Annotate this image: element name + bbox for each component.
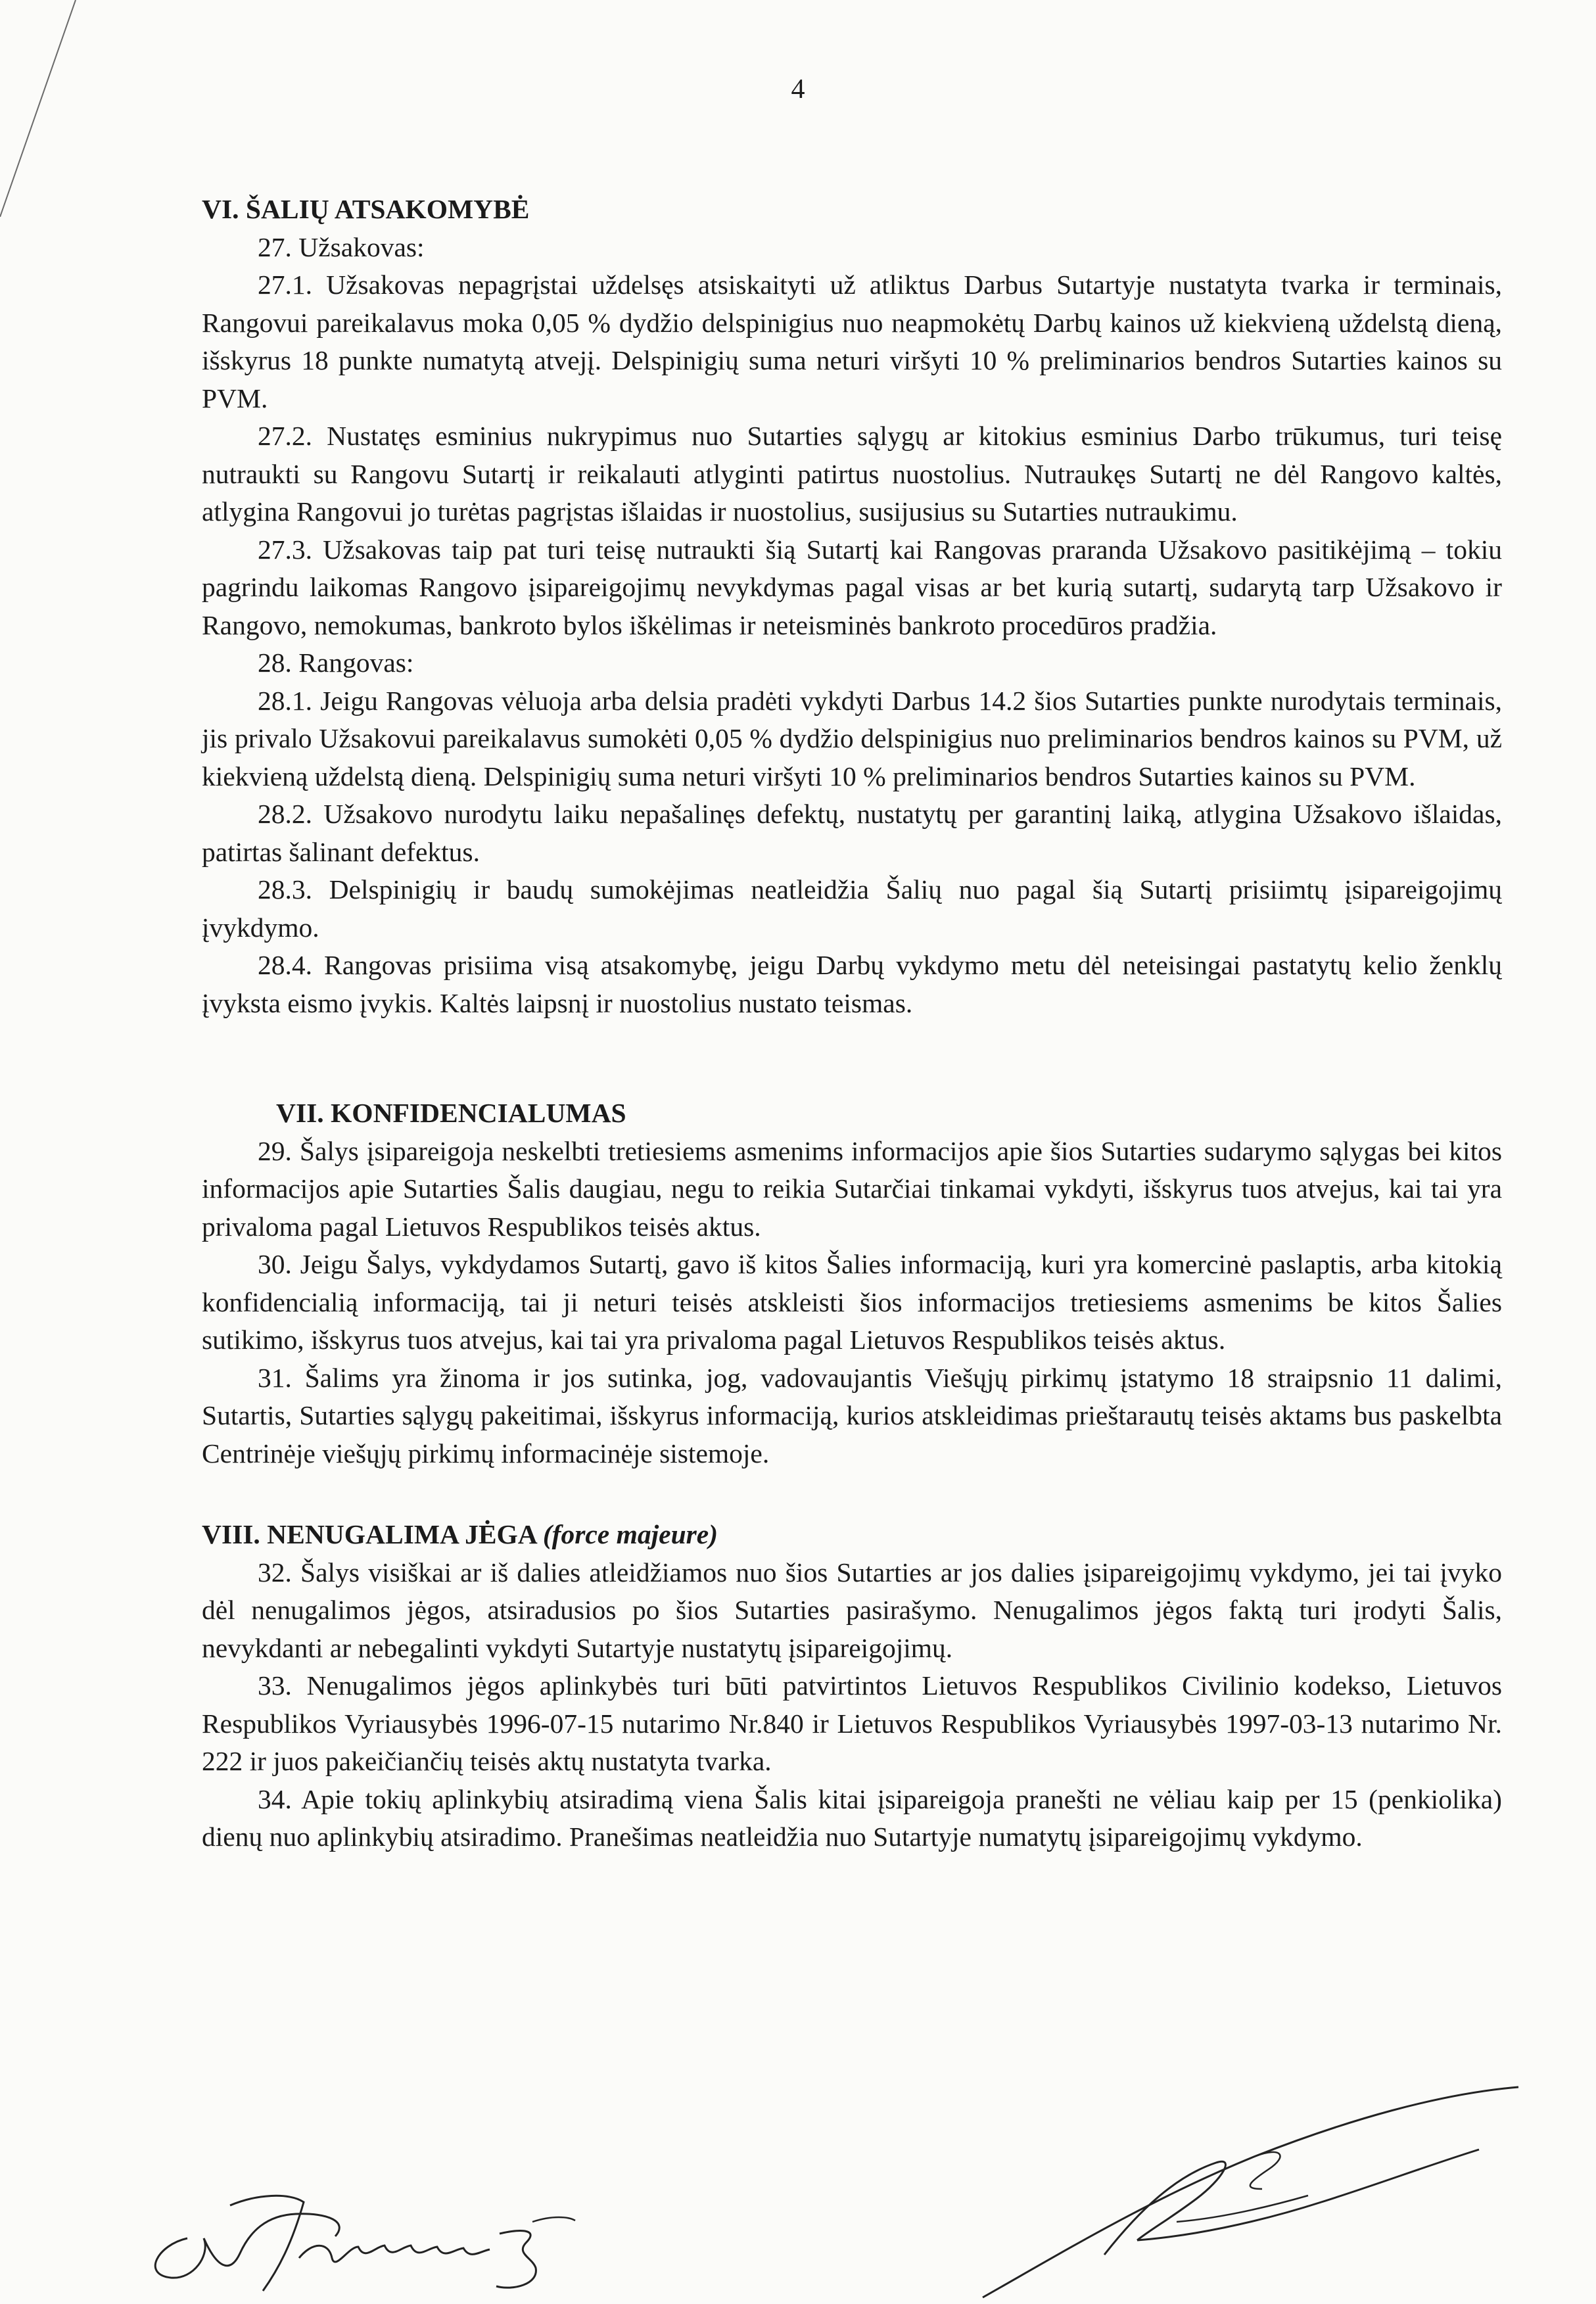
section-heading-italic: (force majeure): [542, 1519, 718, 1549]
section-liability: [202, 191, 1502, 1022]
page-number: 4: [791, 74, 805, 105]
section-heading: VII. KONFIDENCIALUMAS: [276, 1098, 626, 1128]
clause-paragraph: 28.3. Delspinigių ir baudų sumokėjimas neatleidžia Šalių nuo pagal šią Sutartį prisiimtų įsipareigojimų įvykdymo.: [202, 874, 1502, 943]
signature-right-icon: [979, 2084, 1525, 2304]
clause-paragraph: 30. Jeigu Šalys, vykdydamos Sutartį, gavo iš kitos Šalies informaciją, kuri yra komercinė paslaptis, arba kitokią konfidencialią informaciją, tai ji neturi teisės atskleisti šios informacijos tretiesiems asmenims be kitos Šalies sutikimo, išskyrus tuos atvejus, kai tai yra privaloma pagal Lietuvos Respublikos teisės aktus.: [202, 1249, 1502, 1355]
clause-label: 27. Užsakovas:: [258, 231, 425, 262]
section-heading: VI. ŠALIŲ ATSAKOMYBĖ: [202, 194, 530, 224]
document-body: [202, 191, 1502, 1856]
scan-edge-mark-icon: [0, 0, 79, 217]
section-heading: [202, 1516, 1502, 1554]
clause-paragraph: 27.3. Užsakovas taip pat turi teisę nutraukti šią Sutartį kai Rangovas praranda Užsakovo pasitikėjimą – tokiu pagrindu laikomas Rangovo įsipareigojimų nevykdymas pagal visas ar bet kurią sutartį, sudarytą tarp Užsakovo ir Rangovo, nemokumas, bankroto bylos iškėlimas ir neteisminės bankroto procedūros pradžia.: [202, 534, 1502, 640]
clause-paragraph: 34. Apie tokių aplinkybių atsiradimą viena Šalis kitai įsipareigoja pranešti ne vėliau kaip per 15 (penkiolika) dienų nuo aplinkybių atsiradimo. Pranešimas neatleidžia nuo Sutartyje numatytų įsipareigojimų vykdymo.: [202, 1783, 1502, 1852]
clause-paragraph: 27.2. Nustatęs esminius nukrypimus nuo Sutarties sąlygų ar kitokius esminius Darbo trūkumus, turi teisę nutraukti su Rangovu Sutartį ir reikalauti atlyginti patirtus nuostolius. Nutraukęs Sutartį ne dėl Rangovo kaltės, atlygina Rangovui jo turėtas pagrįstas išlaidas ir nuostolius, susijusius su Sutarties nutraukimu.: [202, 421, 1502, 527]
clause-label: 28. Rangovas:: [258, 647, 414, 678]
clause-paragraph: 29. Šalys įsipareigoja neskelbti tretiesiems asmenims informacijos apie šios Sutarties sudarymo sąlygas bei kitos informacijos apie Sutarties Šalis daugiau, negu to reikia Sutarčiai tinkamai vykdyti, išskyrus tuos atvejus, kai tai yra privaloma pagal Lietuvos Respublikos teisės aktus.: [202, 1135, 1502, 1242]
signature-left-icon: [131, 2176, 605, 2301]
clause-paragraph: 28.2. Užsakovo nurodytu laiku nepašalinęs defektų, nustatytų per garantinį laiką, atlygina Užsakovo išlaidas, patirtas šalinant defektus.: [202, 799, 1502, 867]
clause-paragraph: 28.4. Rangovas prisiima visą atsakomybę, jeigu Darbų vykdymo metu dėl neteisingai pastatytų kelio ženklų įvyksta eismo įvykis. Kaltės laipsnį ir nuostolius nustato teismas.: [202, 950, 1502, 1018]
clause-paragraph: 27.1. Užsakovas nepagrįstai uždelsęs atsiskaityti už atliktus Darbus Sutartyje nustatyta tvarka ir terminais, Rangovui pareikalavus moka 0,05 % dydžio delspinigius nuo neapmokėtų Darbų kainos už kiekvieną uždelstą dieną, išskyrus 18 punkte numatytą atvejį. Delspinigių suma neturi viršyti 10 % preliminarios bendros Sutarties kainos su PVM.: [202, 270, 1502, 413]
clause-paragraph: 28.1. Jeigu Rangovas vėluoja arba delsia pradėti vykdyti Darbus 14.2 šios Sutarties punkte nurodytais terminais, jis privalo Užsakovui pareikalavus sumokėti 0,05 % dydžio delspinigius nuo preliminarios bendros kainos su PVM, už kiekvieną uždelstą dieną. Delspinigių suma neturi viršyti 10 % preliminarios bendros Sutarties kainos su PVM.: [202, 685, 1502, 791]
section-force-majeure: [202, 1516, 1502, 1856]
section-heading-text: VIII. NENUGALIMA JĖGA: [202, 1519, 536, 1549]
clause-paragraph: 31. Šalims yra žinoma ir jos sutinka, jog, vadovaujantis Viešųjų pirkimų įstatymo 18 straipsnio 11 dalimi, Sutartis, Sutarties sąlygų pakeitimai, išskyrus informaciją, kurios atskleidimas prieštarautų teisės aktams bus paskelbta Centrinėje viešųjų pirkimų informacinėje sistemoje.: [202, 1362, 1502, 1469]
clause-paragraph: 32. Šalys visiškai ar iš dalies atleidžiamos nuo šios Sutarties ar jos dalies įsipareigojimų vykdymo, jei tai įvyko dėl nenugalimos jėgos, atsiradusios po šios Sutarties pasirašymo. Nenugalimos jėgos faktą turi įrodyti Šalis, nevykdanti ar nebegalinti vykdyti Sutartyje nustatytų įsipareigojimų.: [202, 1557, 1502, 1663]
section-confidentiality: [202, 1094, 1502, 1472]
clause-paragraph: 33. Nenugalimos jėgos aplinkybės turi būti patvirtintos Lietuvos Respublikos Civilinio kodekso, Lietuvos Respublikos Vyriausybės 1996-07-15 nutarimo Nr.840 ir Lietuvos Respublikos Vyriausybės 1997-03-13 nutarimo Nr. 222 ir juos pakeičiančių teisės aktų nustatyta tvarka.: [202, 1670, 1502, 1776]
